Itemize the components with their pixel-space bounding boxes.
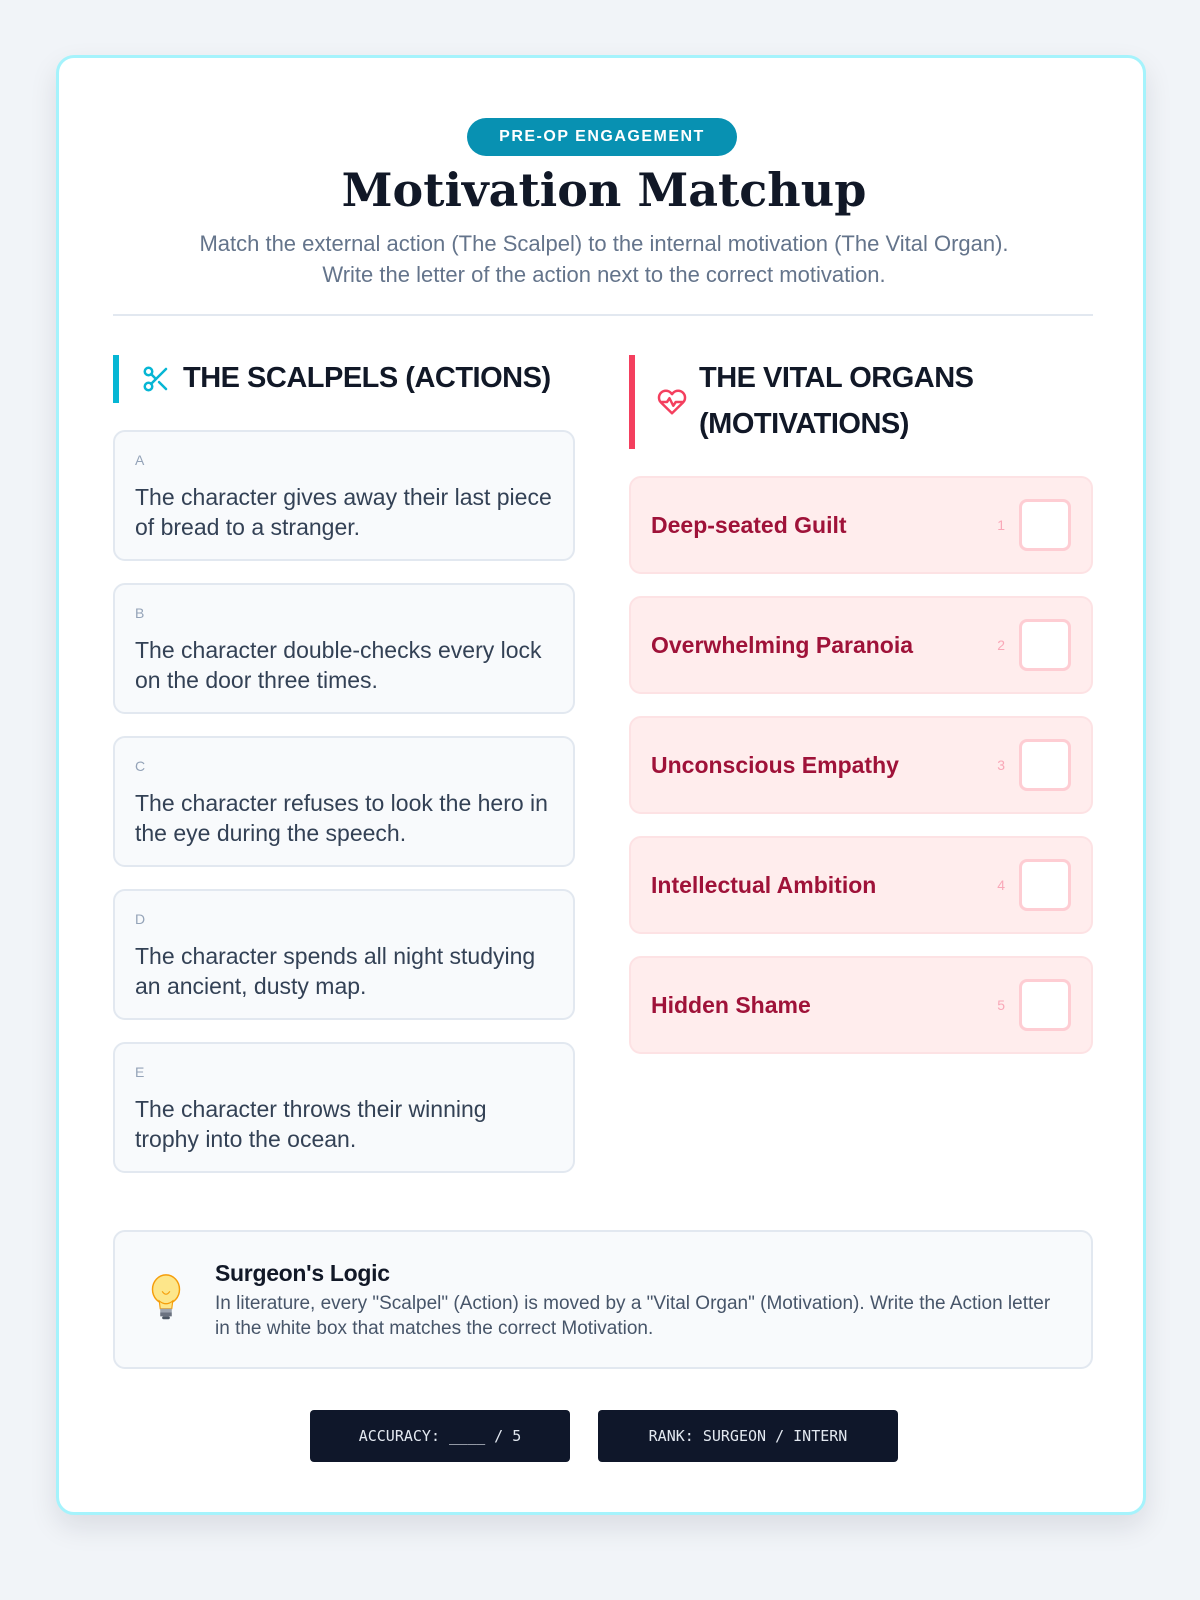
scalpels-heading-label: THE SCALPELS (ACTIONS) [183, 362, 551, 394]
page-subtitle: Match the external action (The Scalpel) to the internal motivation (The Vital Organ). Write the letter of the action next to the correct motivation. [199, 231, 1009, 287]
answer-box-4[interactable] [1019, 859, 1071, 911]
actions-list [113, 430, 575, 1195]
action-letter: B [135, 605, 145, 621]
lightbulb-icon [145, 1272, 187, 1326]
action-card-a [113, 430, 575, 561]
action-card-d [113, 889, 575, 1020]
action-text: The character gives away their last piece of bread to a stranger. [135, 484, 552, 540]
section-badge: PRE-OP ENGAGEMENT [467, 118, 737, 156]
action-card-c [113, 736, 575, 867]
tip-body: In literature, every "Scalpel" (Action) is moved by a "Vital Organ" (Motivation). Write the Action letter in the white box that matches the correct Motivation. [215, 1293, 1051, 1339]
answer-box-5[interactable] [1019, 979, 1071, 1031]
accuracy-pill: ACCURACY: ____ / 5 [310, 1410, 570, 1462]
motivations-list [629, 476, 1093, 1076]
motivation-row-3 [629, 716, 1093, 814]
vital-organs-heading [629, 355, 1093, 449]
action-text: The character throws their winning trophy into the ocean. [135, 1096, 487, 1152]
answer-box-2[interactable] [1019, 619, 1071, 671]
motivation-name: Intellectual Ambition [651, 871, 877, 898]
page-title: Motivation Matchup [341, 163, 867, 217]
motivation-number: 1 [997, 517, 1005, 533]
action-card-b [113, 583, 575, 714]
motivation-name: Overwhelming Paranoia [651, 631, 914, 658]
vital-organs-heading-label: THE VITAL ORGANS (MOTIVATIONS) [699, 362, 974, 440]
action-letter: D [135, 911, 146, 927]
surgeons-logic-tip [113, 1230, 1093, 1369]
motivation-row-4 [629, 836, 1093, 934]
score-footer [59, 1410, 1149, 1462]
scalpels-heading [113, 355, 575, 403]
rank-pill: RANK: SURGEON / INTERN [598, 1410, 898, 1462]
motivation-name: Hidden Shame [651, 991, 811, 1018]
answer-box-1[interactable] [1019, 499, 1071, 551]
action-text: The character double-checks every lock on the door three times. [135, 637, 542, 693]
motivation-number: 5 [997, 997, 1005, 1013]
motivation-number: 4 [997, 877, 1005, 893]
action-letter: A [135, 452, 145, 468]
motivation-number: 2 [997, 637, 1005, 653]
motivation-row-1 [629, 476, 1093, 574]
tip-title: Surgeon's Logic [215, 1260, 390, 1286]
action-letter: E [135, 1064, 145, 1080]
motivation-name: Deep-seated Guilt [651, 511, 847, 538]
motivation-row-5 [629, 956, 1093, 1054]
motivation-name: Unconscious Empathy [651, 751, 899, 778]
action-letter: C [135, 758, 146, 774]
action-card-e [113, 1042, 575, 1173]
worksheet-card [56, 55, 1146, 1515]
action-text: The character spends all night studying an ancient, dusty map. [135, 943, 536, 999]
scissors-icon [141, 364, 171, 394]
answer-box-3[interactable] [1019, 739, 1071, 791]
action-text: The character refuses to look the hero in the eye during the speech. [135, 790, 548, 846]
motivation-number: 3 [997, 757, 1005, 773]
header-divider [113, 314, 1093, 316]
tip-content [215, 1260, 1061, 1341]
motivation-row-2 [629, 596, 1093, 694]
heart-pulse-icon [657, 387, 687, 417]
